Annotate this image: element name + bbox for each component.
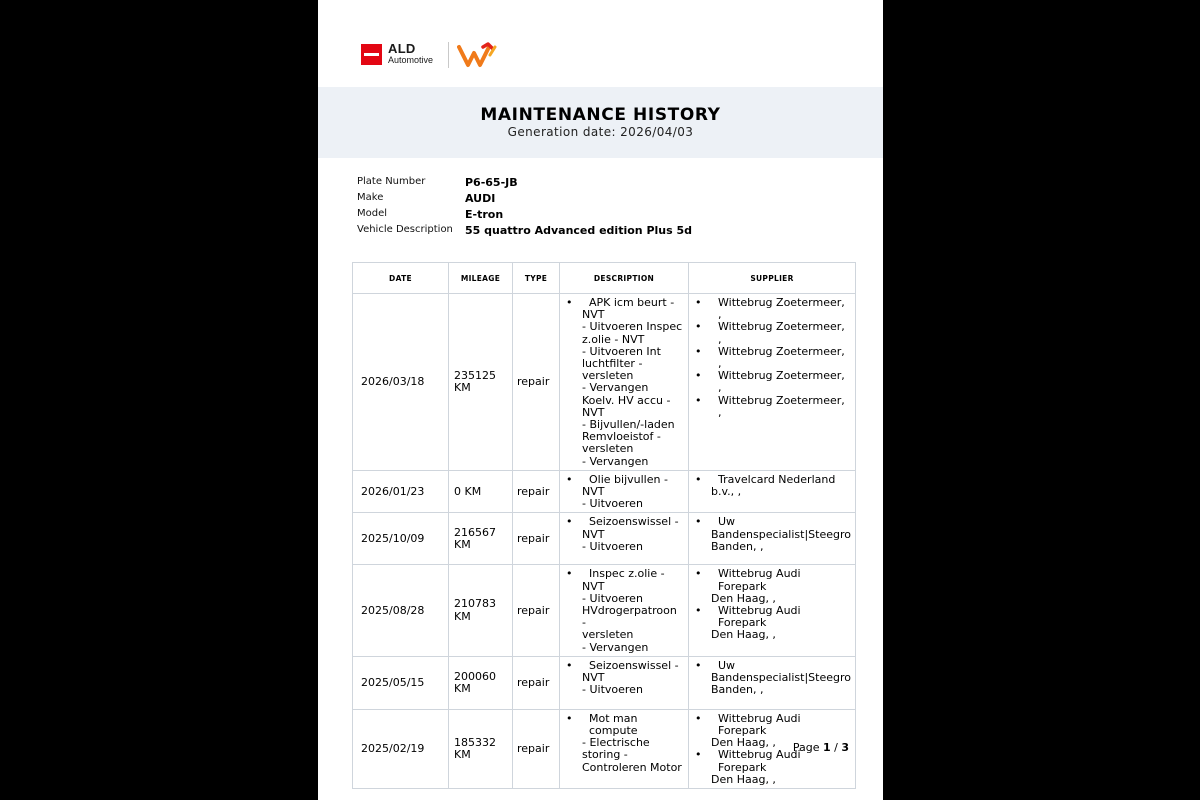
cell-description	[560, 709, 689, 788]
supplier-line: Wittebrug Audi Forepark	[718, 567, 801, 593]
supplier-line: Wittebrug Audi Forepark	[718, 604, 801, 630]
supplier-item	[693, 297, 851, 321]
table-row	[353, 565, 856, 656]
supplier-item	[693, 395, 851, 419]
cell-supplier	[689, 565, 856, 656]
mileage-unit: KM	[454, 681, 471, 695]
page-current: 1	[822, 741, 831, 754]
description-line: Olie bijvullen -	[589, 472, 668, 486]
title-banner	[318, 87, 883, 158]
cell-mileage	[449, 513, 513, 565]
description-list	[560, 471, 688, 513]
description-line: - Uitvoeren	[582, 539, 643, 553]
info-label: Model	[357, 208, 388, 219]
supplier-line: Banden, ,	[711, 683, 764, 697]
description-line: z.olie - NVT	[582, 332, 645, 346]
description-line: - Vervangen	[582, 640, 649, 654]
info-label: Make	[357, 192, 384, 203]
supplier-item	[693, 749, 851, 786]
description-line: - Uitvoeren	[582, 591, 643, 605]
cell-description	[560, 565, 689, 656]
description-line: Seizoenswissel -	[589, 658, 679, 672]
supplier-item	[693, 568, 851, 605]
supplier-item	[693, 370, 851, 394]
supplier-line: Wittebrug Zoetermeer, ,	[718, 320, 845, 346]
page-label: Page	[792, 741, 820, 754]
cell-description	[560, 294, 689, 471]
description-line: NVT	[582, 527, 605, 541]
cell-supplier	[689, 470, 856, 513]
supplier-line: Wittebrug Audi Forepark	[718, 711, 801, 738]
mileage-value: 185332	[454, 735, 496, 749]
supplier-item	[693, 321, 851, 345]
cell-type: repair	[513, 294, 560, 471]
col-header-description: DESCRIPTION	[560, 263, 689, 294]
info-value: E-tron	[465, 208, 504, 221]
info-value: P6-65-JB	[465, 176, 518, 189]
info-value: 55 quattro Advanced edition Plus 5d	[465, 224, 693, 237]
page-total: 3	[841, 741, 849, 754]
description-line: - Uitvoeren	[582, 497, 643, 511]
cell-type: repair	[513, 709, 560, 788]
ald-logo-text	[388, 42, 433, 65]
supplier-list	[689, 565, 855, 643]
description-line: NVT	[582, 308, 605, 322]
generation-date: Generation date: 2026/04/03	[507, 125, 694, 139]
supplier-item	[693, 516, 851, 553]
supplier-line: Banden, ,	[711, 539, 764, 553]
supplier-line: Wittebrug Zoetermeer, ,	[718, 296, 845, 322]
cell-date: 2025/05/15	[353, 656, 449, 709]
cell-date: 2025/08/28	[353, 565, 449, 656]
supplier-line: Wittebrug Zoetermeer, ,	[718, 369, 845, 395]
supplier-line: Den Haag, ,	[711, 591, 776, 605]
ald-brand: ALD	[388, 41, 416, 56]
mileage-unit: KM	[454, 537, 471, 551]
supplier-line: Den Haag, ,	[711, 772, 776, 786]
supplier-list	[689, 471, 855, 500]
description-line: - Electrische	[582, 736, 650, 750]
table-row	[353, 656, 856, 709]
description-line: NVT	[582, 485, 605, 499]
table-body	[353, 294, 856, 789]
mileage-unit: KM	[454, 609, 471, 623]
table-row	[353, 709, 856, 788]
table-row	[353, 470, 856, 513]
description-line: Koelv. HV accu -	[582, 393, 671, 407]
col-header-date: DATE	[353, 263, 449, 294]
logo-divider	[448, 42, 449, 68]
cell-description	[560, 656, 689, 709]
table-row	[353, 294, 856, 471]
cell-type: repair	[513, 565, 560, 656]
description-item	[564, 660, 684, 697]
cell-supplier	[689, 656, 856, 709]
description-item	[564, 568, 684, 653]
description-line: Remvloeistof -	[582, 430, 661, 444]
cell-description	[560, 513, 689, 565]
mileage-unit: KM	[454, 380, 471, 394]
maintenance-table	[352, 262, 856, 789]
supplier-list	[689, 513, 855, 555]
description-item	[564, 713, 684, 774]
page-sep: /	[834, 741, 838, 754]
info-label: Vehicle Description	[357, 224, 453, 235]
cell-mileage	[449, 565, 513, 656]
description-list	[560, 294, 688, 470]
description-line: versleten	[582, 369, 634, 383]
description-item	[564, 516, 684, 553]
supplier-line: Den Haag, ,	[711, 736, 776, 750]
description-line: versleten	[582, 628, 634, 642]
description-line: Inspec z.olie -	[589, 567, 665, 581]
supplier-line: Wittebrug Zoetermeer, ,	[718, 393, 845, 419]
cell-type: repair	[513, 470, 560, 513]
description-line: storing -	[582, 748, 628, 762]
wittebrug-w-logo	[457, 41, 499, 69]
description-item	[564, 474, 684, 511]
ald-automotive-logo	[361, 41, 441, 68]
mileage-value: 0 KM	[454, 484, 482, 498]
description-line: - Uitvoeren Int	[582, 344, 661, 358]
info-value: AUDI	[465, 192, 496, 205]
cell-date: 2026/03/18	[353, 294, 449, 471]
description-line: Seizoenswissel -	[589, 515, 679, 529]
description-line: NVT	[582, 671, 605, 685]
table-row	[353, 513, 856, 565]
description-line: NVT	[582, 405, 605, 419]
supplier-line: Uw	[718, 515, 736, 529]
mileage-value: 200060	[454, 669, 496, 683]
page-title: MAINTENANCE HISTORY	[480, 105, 721, 125]
supplier-line: Uw	[718, 658, 736, 672]
description-line: Mot man compute	[589, 711, 638, 738]
ald-logo-mark	[361, 44, 382, 65]
description-line: HVdrogerpatroon -	[582, 604, 677, 630]
cell-date: 2026/01/23	[353, 470, 449, 513]
description-line: - Uitvoeren Inspec	[582, 320, 683, 334]
description-line: - Vervangen	[582, 381, 649, 395]
supplier-item	[693, 346, 851, 370]
supplier-item	[693, 605, 851, 642]
cell-mileage	[449, 294, 513, 471]
description-line: Controleren Motor	[582, 760, 682, 774]
description-list	[560, 710, 688, 776]
page-indicator	[793, 741, 849, 754]
mileage-value: 235125	[454, 368, 496, 382]
cell-mileage	[449, 709, 513, 788]
supplier-line: Wittebrug Audi Forepark	[718, 748, 801, 774]
description-line: versleten	[582, 442, 634, 456]
cell-description	[560, 470, 689, 513]
description-item	[564, 297, 684, 468]
supplier-item	[693, 474, 851, 498]
info-label: Plate Number	[357, 176, 426, 187]
supplier-line: Bandenspecialist|Steegro	[711, 671, 851, 685]
description-line: - Bijvullen/-laden	[582, 418, 675, 432]
cell-mileage	[449, 470, 513, 513]
description-list	[560, 657, 688, 699]
cell-type: repair	[513, 656, 560, 709]
col-header-type: TYPE	[513, 263, 560, 294]
cell-supplier	[689, 294, 856, 471]
cell-date: 2025/02/19	[353, 709, 449, 788]
description-line: - Vervangen	[582, 454, 649, 468]
cell-type: repair	[513, 513, 560, 565]
document-page	[318, 0, 883, 800]
description-line: APK icm beurt -	[589, 296, 675, 309]
description-list	[560, 565, 688, 655]
supplier-list	[689, 657, 855, 699]
description-line: NVT	[582, 579, 605, 593]
mileage-value: 216567	[454, 525, 496, 539]
mileage-unit: KM	[454, 747, 471, 761]
ald-sub: Automotive	[388, 55, 434, 65]
supplier-line: Wittebrug Zoetermeer, ,	[718, 344, 845, 371]
supplier-line: Bandenspecialist|Steegro	[711, 527, 851, 541]
description-list	[560, 513, 688, 555]
cell-mileage	[449, 656, 513, 709]
col-header-mileage: MILEAGE	[449, 263, 513, 294]
description-line: luchtfilter -	[582, 357, 643, 371]
supplier-line: Travelcard Nederland	[718, 472, 836, 486]
supplier-list	[689, 294, 855, 421]
cell-date: 2025/10/09	[353, 513, 449, 565]
col-header-supplier: SUPPLIER	[689, 263, 856, 294]
mileage-value: 210783	[454, 597, 496, 611]
description-line: - Uitvoeren	[582, 683, 643, 697]
supplier-line: b.v., ,	[711, 485, 742, 499]
cell-supplier	[689, 513, 856, 565]
supplier-line: Den Haag, ,	[711, 628, 776, 642]
table-header-row	[353, 263, 856, 294]
supplier-item	[693, 660, 851, 697]
